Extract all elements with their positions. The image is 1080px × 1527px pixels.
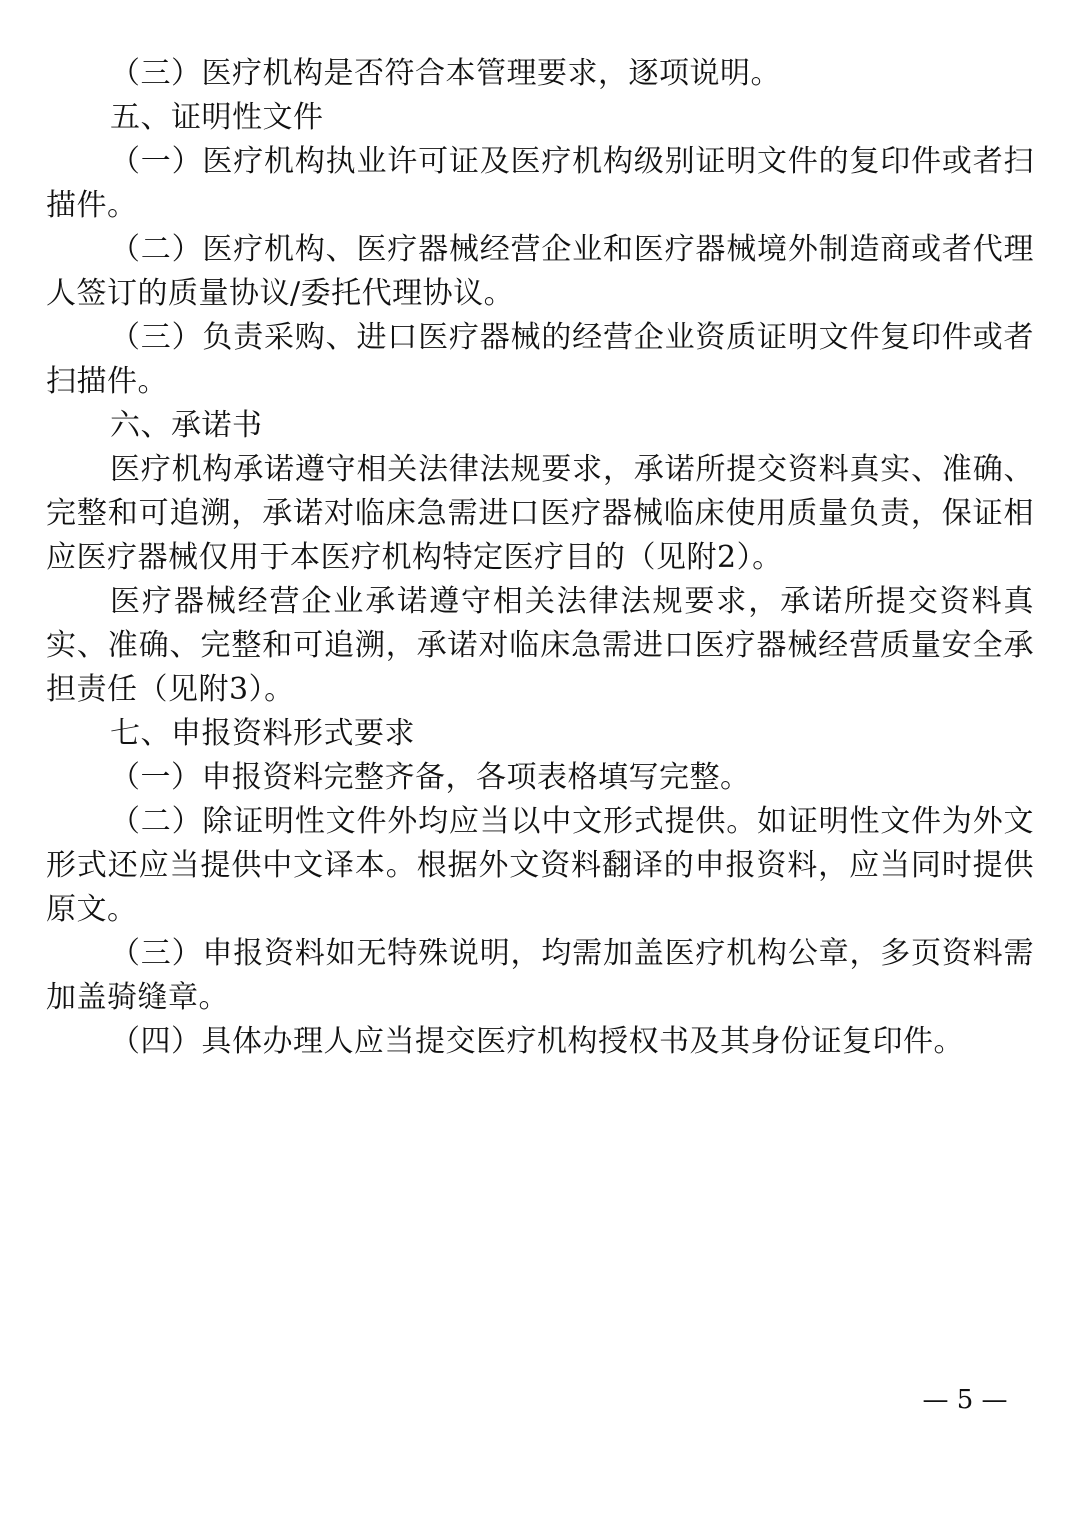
section-heading-6-commitment-letter: 六、承诺书 [110, 408, 263, 443]
paragraph-item-3-self-check: （三）医疗机构是否符合本管理要求，逐项说明。 [110, 56, 781, 91]
paragraph-institution-commitment: 医疗机构承诺遵守相关法律法规要求，承诺所提交资料真实、准确、完整和可追溯，承诺对临床急需进口医疗器械临床使用质量负责，保证相应医疗器械仅用于本医疗机构特定医疗目的（见附2）。 [46, 452, 1034, 575]
paragraph-item-quality-agreement: （二）医疗机构、医疗器械经营企业和医疗器械境外制造商或者代理人签订的质量协议/委托代理协议。 [46, 232, 1034, 311]
section-heading-5-supporting-documents: 五、证明性文件 [110, 100, 324, 135]
section-heading-7-format-requirements: 七、申报资料形式要求 [110, 716, 415, 751]
paragraph-item-authorization: （四）具体办理人应当提交医疗机构授权书及其身份证复印件。 [110, 1024, 964, 1059]
paragraph-item-completeness: （一）申报资料完整齐备，各项表格填写完整。 [110, 760, 751, 795]
paragraph-item-chinese-language: （二）除证明性文件外均应当以中文形式提供。如证明性文件为外文形式还应当提供中文译本。根据外文资料翻译的申报资料，应当同时提供原文。 [46, 804, 1034, 927]
page-number: — 5 — [922, 1385, 1008, 1415]
document-body [46, 52, 1034, 1064]
paragraph-item-enterprise-qualification: （三）负责采购、进口医疗器械的经营企业资质证明文件复印件或者扫描件。 [46, 320, 1034, 399]
paragraph-item-license-copy: （一）医疗机构执业许可证及医疗机构级别证明文件的复印件或者扫描件。 [46, 144, 1034, 223]
paragraph-enterprise-commitment: 医疗器械经营企业承诺遵守相关法律法规要求，承诺所提交资料真实、准确、完整和可追溯，承诺对临床急需进口医疗器械经营质量安全承担责任（见附3）。 [46, 584, 1034, 707]
paragraph-item-official-seal: （三）申报资料如无特殊说明，均需加盖医疗机构公章，多页资料需加盖骑缝章。 [46, 936, 1034, 1015]
